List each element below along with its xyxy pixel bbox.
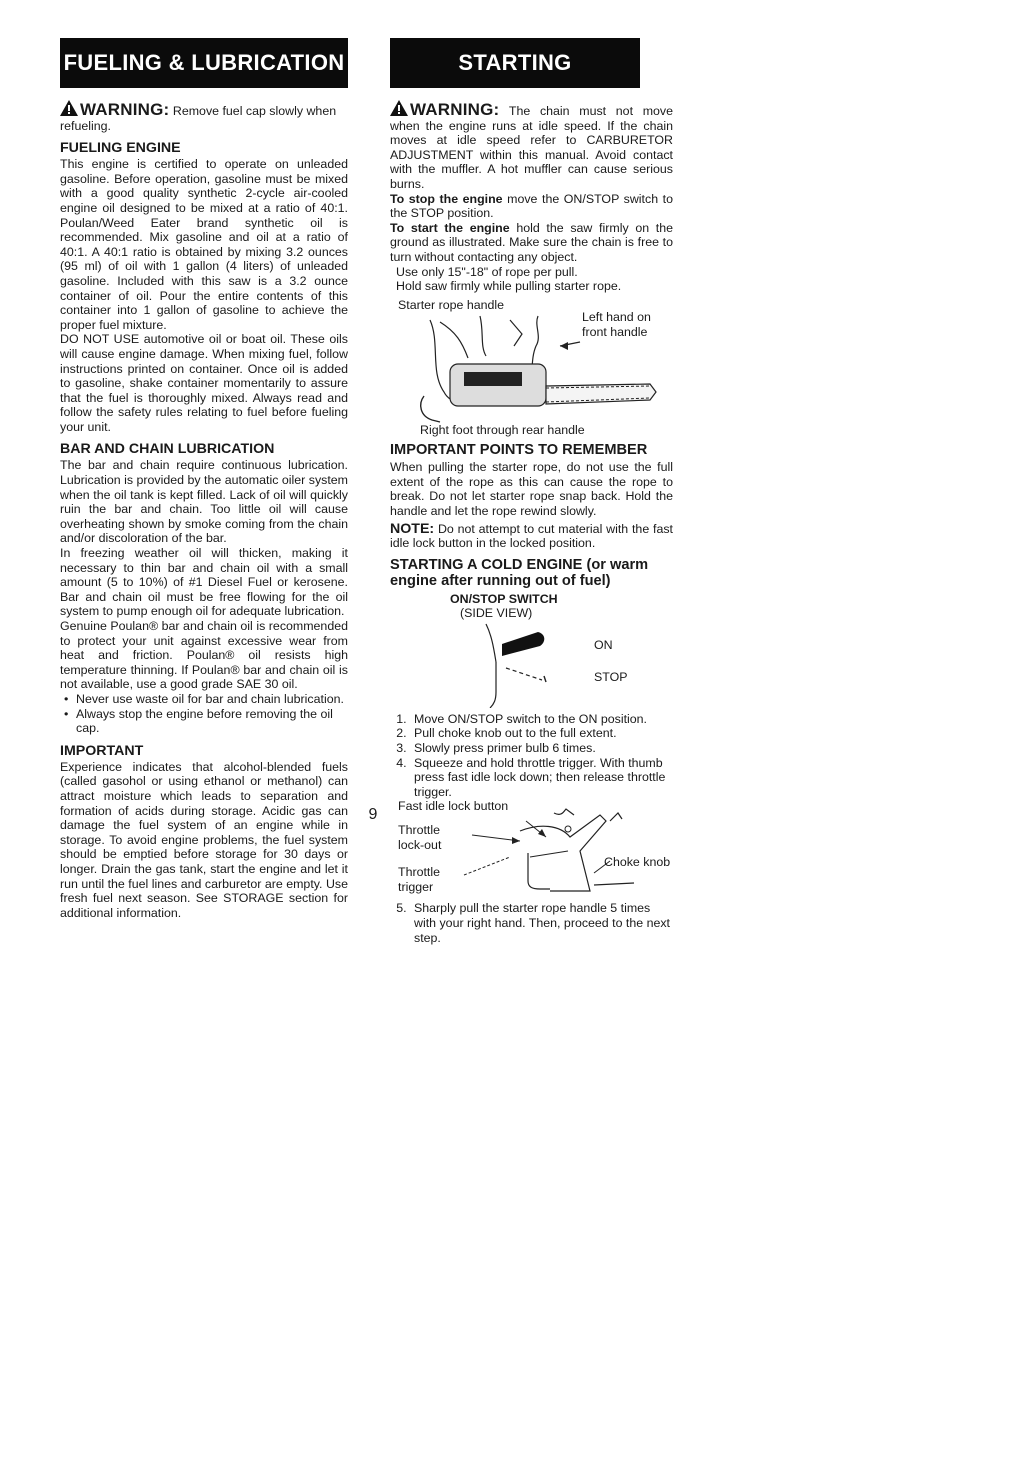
bar-chain-paragraph: The bar and chain require continuous lubrication. Lubrication is provided by the automatic oiler system when the oil tank is kept filled. Lack of oil will quickly ruin the bar and chain. Too little oil will cause overheating shown by smoke coming from the chain and/or discoloration of the bar. <box>60 458 348 546</box>
rope-line: Use only 15"-18" of rope per pull. <box>396 264 578 279</box>
starter-rope-label: Starter rope handle <box>398 297 505 312</box>
list-item: 3. Slowly press primer bulb 6 times. <box>410 741 673 756</box>
note-paragraph <box>390 522 673 551</box>
right-foot-label: Right foot through rear handle <box>420 422 585 437</box>
cold-start-steps-continued <box>390 901 673 945</box>
chainsaw-start-illustration <box>410 309 660 424</box>
cold-start-heading: STARTING A COLD ENGINE (or warm engine after running out of fuel) <box>390 556 649 590</box>
important-paragraph: Experience indicates that alcohol-blended fuels (called gasohol or using ethanol or methanol) can attract moisture which leads to separation and formation of acids during storage. Acidic gas can damage the fuel system of an engine while in storage. To avoid engine problems, the fuel system should be emptied before storage for 30 days or longer. Drain the gas tank, start the engine and let it run until the fuel lines and carburetor are empty. Use fresh fuel next season. See STORAGE section for additional information. <box>60 759 348 920</box>
switch-subtitle: (SIDE VIEW) <box>460 605 533 620</box>
list-item: 1. Move ON/STOP switch to the ON position. <box>410 712 673 727</box>
starting-position-figure <box>390 298 673 438</box>
start-text: hold the saw firmly on the ground as illustrated. Make sure the chain is free to turn without contacting any object. <box>390 220 674 264</box>
fueling-paragraph: DO NOT USE automotive oil or boat oil. These oils will cause engine damage. When mixing fuel, follow instructions printed on container. Once oil is added to gasoline, shake container momentarily to assure that the fuel is thoroughly mixed. Always read and follow the safety rules relating to fuel before fueling your unit. <box>60 332 348 434</box>
start-instruction <box>390 221 673 265</box>
rope-line: Hold saw firmly while pulling starter rope. <box>396 279 622 294</box>
fueling-lubrication-column <box>60 38 348 920</box>
refuel-warning <box>60 100 348 133</box>
oil-bullet-list <box>60 692 348 736</box>
start-lead: To start the engine <box>390 220 510 235</box>
bar-chain-heading: BAR AND CHAIN LUBRICATION <box>60 441 275 458</box>
bar-chain-paragraph: Genuine Poulan® bar and chain oil is recommended to protect your unit against excessive wear from heat and friction. Poulan® oil resists high temperature thinning. If Poulan® bar and chain oil is not available, use a good grade SAE 30 oil. <box>60 619 348 692</box>
bar-chain-paragraph: In freezing weather oil will thicken, making it necessary to thin bar and chain oil with a small amount (5 to 10%) of #1 Diesel Fuel or kerosene. Bar and chain oil must be free flowing for the oil system to pump enough oil for adequate lubrication. <box>60 546 348 619</box>
important-heading: IMPORTANT <box>60 742 144 759</box>
left-hand-label: Left hand on front handle <box>582 309 651 339</box>
fast-idle-label: Fast idle lock button <box>398 799 509 814</box>
list-item: 2. Pull choke knob out to the full extent. <box>410 726 673 741</box>
important-points-text: When pulling the starter rope, do not use the full extent of the rope as this can cause the rope to break. Do not let starter rope snap back. Hold the handle and let the rope rewind slowly. <box>390 460 673 518</box>
stop-instruction <box>390 192 673 221</box>
warning-triangle-icon <box>390 100 408 116</box>
note-word: NOTE: <box>390 520 435 537</box>
important-points-heading: IMPORTANT POINTS TO REMEMBER <box>390 441 648 458</box>
throttle-trigger-label: Throttle trigger <box>398 865 441 895</box>
throttle-lockout-label: Throttle lock-out <box>398 823 442 853</box>
page-number: 9 <box>368 806 378 823</box>
warning-text: Remove fuel cap slowly when refueling. <box>60 104 337 133</box>
cold-start-steps <box>390 712 673 800</box>
switch-title: ON/STOP SWITCH <box>450 591 558 606</box>
list-item: 5. Sharply pull the starter rope handle 5 times with your right hand. Then, proceed to the next step. <box>410 901 673 945</box>
stop-lead: To stop the engine <box>390 191 503 206</box>
warning-triangle-icon <box>60 100 78 116</box>
stop-text: move the ON/STOP switch to the STOP position. <box>390 191 673 221</box>
on-stop-switch-figure <box>390 592 673 708</box>
section-banner: STARTING <box>390 38 640 88</box>
fueling-paragraph: This engine is certified to operate on unleaded gasoline. Before operation, gasoline must be mixed with a good quality synthetic 2-cycle air-cooled engine oil designed to be mixed at a ratio of 40:1. Poulan/Weed Eater brand synthetic oil is recommended. Mix gasoline and oil at a ratio of 40:1. A 40:1 ratio is obtained by mixing 3.2 ounces (95 ml) of oil with 1 gallon (4 liters) of unleaded gasoline. Included with this saw is a 3.2 ounce container of oil. Pour the entire contents of this container into 1 gallon of gasoline to achieve the proper fuel mixture. <box>60 157 348 332</box>
note-text: Do not attempt to cut material with the fast idle lock button in the locked position. <box>390 521 673 551</box>
warning-word: WARNING: <box>410 100 500 119</box>
switch-on-label: ON <box>594 637 613 652</box>
fueling-heading: FUELING ENGINE <box>60 140 181 157</box>
list-item: 4. Squeeze and hold throttle trigger. With thumb press fast idle lock down; then release throttle trigger. <box>410 756 673 800</box>
warning-word: WARNING: <box>80 100 170 119</box>
switch-stop-label: STOP <box>594 669 628 684</box>
list-item: • Always stop the engine before removing the oil cap. <box>76 707 348 736</box>
choke-knob-label: Choke knob <box>604 855 671 870</box>
switch-illustration <box>482 622 582 708</box>
section-banner: FUELING & LUBRICATION <box>60 38 348 88</box>
list-item: • Never use waste oil for bar and chain lubrication. <box>76 692 348 707</box>
warning-text: The chain must not move when the engine runs at idle speed. If the chain moves at idle speed refer to CARBURETOR ADJUSTMENT within this manual. Avoid contact with the muffler. A hot muffler can cause serious burns. <box>390 104 673 191</box>
chain-warning <box>390 100 673 192</box>
